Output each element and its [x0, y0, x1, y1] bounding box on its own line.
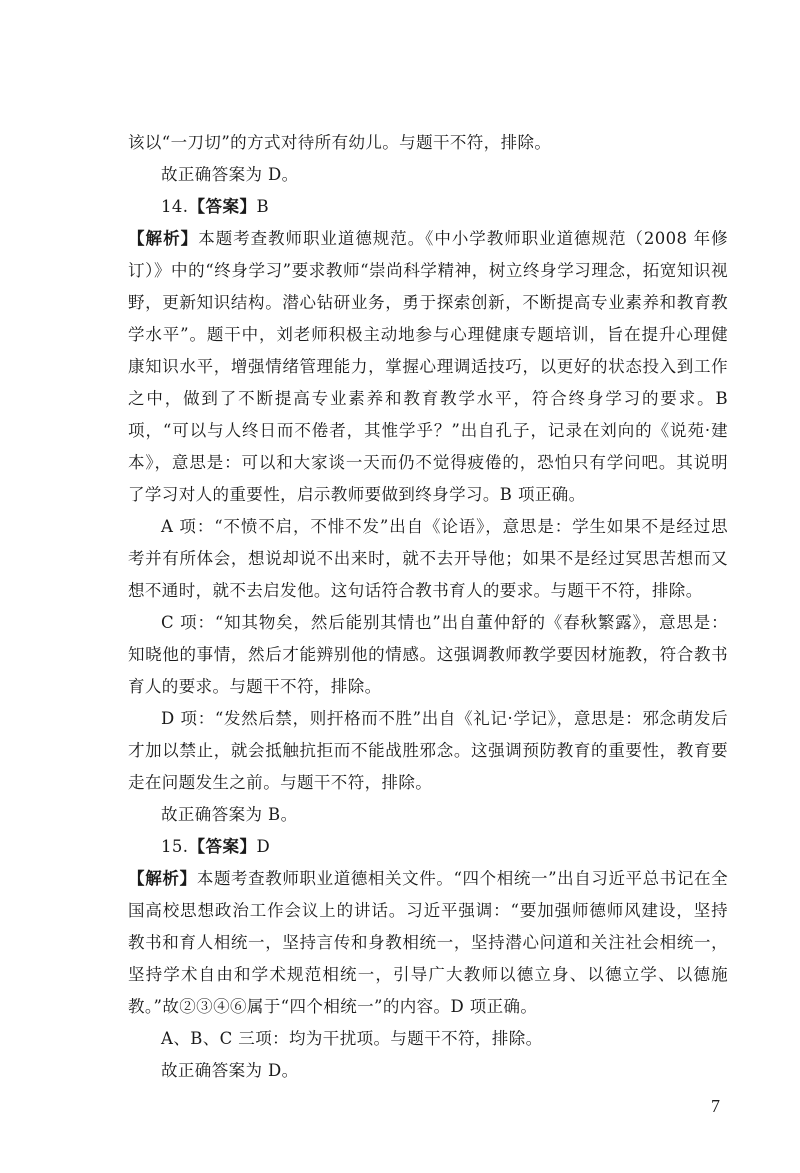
analysis-text: 本题考查教师职业道德相关文件。“四个相统一”出自习近平总书记在全国高校思想政治工作会议上的讲话。习近平强调：“要加强师德师风建设，坚持教书和育人相统一，坚持言传和身教相统一，坚持潜心问道和关注社会相统一，坚持学术自由和学术规范相统一，引导广大教师以德立身、以德立学、以德施教。”故②③④⑥属于“四个相统一”的内容。D 项正确。	[128, 869, 729, 1016]
answer-explanation-text	[128, 127, 728, 1087]
answer-value: D	[256, 837, 271, 856]
question-number: 15.	[161, 837, 189, 856]
question-14-analysis	[128, 223, 728, 511]
answer-value: B	[256, 197, 269, 216]
paragraph-answer-conclusion: 故正确答案为 B。	[161, 805, 298, 824]
question-14-answer	[128, 191, 728, 223]
analysis-tag: 【解析】	[128, 229, 199, 248]
question-number: 14.	[161, 197, 189, 216]
question-15-analysis	[128, 863, 728, 1023]
analysis-text: 本题考查教师职业道德规范。《中小学教师职业道德规范（2008 年修订）》中的“终身学习”要求教师“崇尚科学精神，树立终身学习理念，拓宽知识视野，更新知识结构。潜心钻研业务，勇于探索创新，不断提高专业素养和教育教学水平”。题干中，刘老师积极主动地参与心理健康专题培训，旨在提升心理健康知识水平，增强情绪管理能力，掌握心理调适技巧，以更好的状态投入到工作之中，做到了不断提高专业素养和教育教学水平，符合终身学习的要求。B 项，“可以与人终日而不倦者，其惟学乎？”出自孔子，记录在刘向的《说苑·建本》，意思是：可以和大家谈一天而仍不觉得疲倦的，恐怕只有学问吧。其说明了学习对人的重要性，启示教师要做到终身学习。B 项正确。	[128, 229, 729, 504]
option-a-explanation: A 项：“不愤不启，不悱不发”出自《论语》，意思是：学生如果不是经过思考并有所体会，想说却说不出来时，就不去开导他；如果不是经过冥思苦想而又想不通时，就不去启发他。这句话符合教书育人的要求。与题干不符，排除。	[128, 517, 728, 600]
option-c-explanation: C 项：“知其物矣，然后能别其情也”出自董仲舒的《春秋繁露》，意思是：知晓他的事情，然后才能辨别他的情感。这强调教师教学要因材施教，符合教书育人的要求。与题干不符，排除。	[128, 613, 728, 696]
analysis-tag: 【解析】	[128, 869, 197, 888]
page-number: 7	[711, 1096, 720, 1116]
options-abc-explanation: A、B、C 三项：均为干扰项。与题干不符，排除。	[161, 1029, 543, 1048]
option-d-explanation: D 项：“发然后禁，则扞格而不胜”出自《礼记·学记》，意思是：邪念萌发后才加以禁止，就会抵触抗拒而不能战胜邪念。这强调预防教育的重要性，教育要走在问题发生之前。与题干不符，排除。	[128, 709, 728, 792]
paragraph-answer-conclusion: 故正确答案为 D。	[161, 165, 299, 184]
answer-tag: 【答案】	[188, 837, 257, 856]
answer-tag: 【答案】	[188, 197, 257, 216]
paragraph-answer-conclusion: 故正确答案为 D。	[161, 1061, 299, 1080]
question-15-answer	[128, 831, 728, 863]
paragraph-continued: 该以“一刀切”的方式对待所有幼儿。与题干不符，排除。	[128, 133, 552, 152]
